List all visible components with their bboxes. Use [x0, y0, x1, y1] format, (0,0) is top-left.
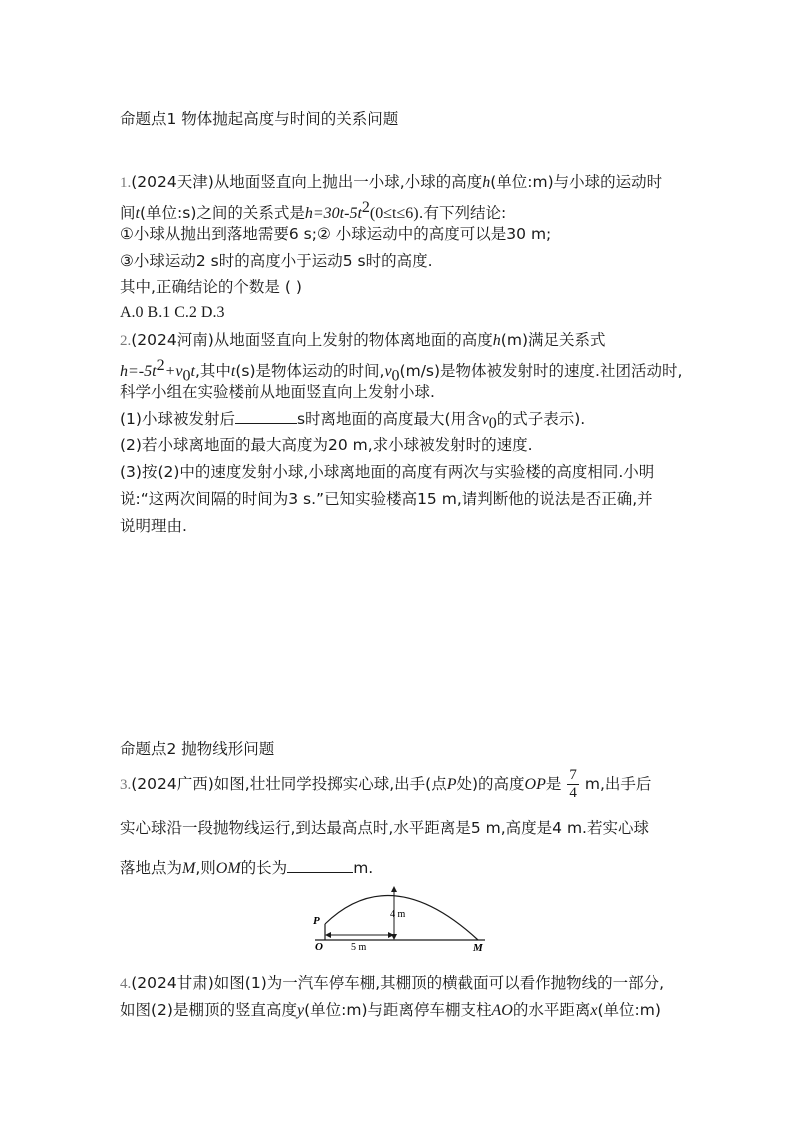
parabola-figure	[305, 880, 495, 958]
q1-conclusions-1-2: ①小球从抛出到落地需要6 s;② 小球运动中的高度可以是30 m;	[120, 225, 552, 243]
q2-line-2: $h=-5t^2+v_0t$,其中t(s)是物体运动的时间$,v_0(m/s)$是物体被发射时的速度.社团活动时,	[120, 357, 683, 385]
label-m: M	[473, 942, 483, 954]
q3-line-3: 落地点为M,则OM的长为 m.	[120, 859, 374, 877]
q2-part-3-line-3: 说明理由.	[120, 517, 187, 535]
q1-conclusion-3: ③小球运动2 s时的高度小于运动5 s时的高度.	[120, 252, 433, 270]
q2-line-1: 2.(2024河南)从地面竖直向上发射的物体离地面的高度h(m)满足关系式	[120, 331, 606, 349]
q2-formula: h=-5t	[120, 363, 157, 381]
q2-number: 2.	[120, 333, 132, 349]
q3-fraction: $\frac{7}{4}$	[569, 767, 577, 801]
section-2-title: 命题点2 抛物线形问题	[120, 740, 275, 758]
distance-arrow-head-left	[325, 932, 331, 938]
q1-formula: h=30t-5t	[304, 205, 362, 223]
q3-answer-blank[interactable]	[287, 858, 353, 873]
label-p: P	[313, 915, 320, 927]
q2-part-3-line-1: (3)按(2)中的速度发射小球,小球离地面的高度有两次与实验楼的高度相同.小明	[120, 463, 655, 481]
q2-line-3: 科学小组在实验楼前从地面竖直向上发射小球.	[120, 383, 435, 401]
section-1-title: 命题点1 物体抛起高度与时间的关系问题	[120, 110, 399, 128]
q4-line-1: 4.(2024甘肃)如图(1)为一汽车停车棚,其棚顶的横截面可以看作抛物线的一部分,	[120, 974, 665, 992]
label-height: 4 m	[390, 909, 406, 920]
height-arrow-head-top	[391, 886, 397, 892]
q3-line-2: 实心球沿一段抛物线运行,到达最高点时,水平距离是5 m,高度是4 m.若实心球	[120, 819, 649, 837]
q2-part-1: (1)小球被发射后 s时离地面的高度最大(用含$v_0$的式子表示).	[120, 410, 586, 433]
label-distance: 5 m	[351, 942, 367, 953]
q2-part-3-line-2: 说:“这两次间隔的时间为3 s.”已知实验楼高15 m,请判断他的说法是否正确,并	[120, 490, 653, 508]
q2-answer-blank[interactable]	[235, 409, 297, 424]
label-o: O	[315, 941, 323, 953]
q3-line-1: 3.(2024广西)如图,壮壮同学投掷实心球,出手(点P处)的高度OP是 $\frac{7}{4}$ m,出手后	[120, 767, 652, 801]
q1-number: 1.	[120, 175, 132, 191]
q4-line-2: 如图(2)是棚顶的竖直高度y(单位:m)与距离停车棚支柱AO的水平距离x(单位:m)	[120, 1001, 661, 1019]
q4-number: 4.	[120, 976, 132, 992]
q1-question: 其中,正确结论的个数是 ( )	[120, 278, 302, 296]
q1-line-2: 间t(单位:s)之间的关系式是$h=30t-5t^2(0\le t\le 6)$.有下列结论:	[120, 199, 507, 223]
q2-part-2: (2)若小球离地面的最大高度为20 m,求小球被发射时的速度.	[120, 436, 533, 454]
q3-number: 3.	[120, 777, 132, 793]
q1-options: A.0 B.1 C.2 D.3	[120, 304, 225, 321]
q1-line-1: 1.(2024天津)从地面竖直向上抛出一小球,小球的高度h(单位:m)与小球的运动时	[120, 173, 663, 191]
